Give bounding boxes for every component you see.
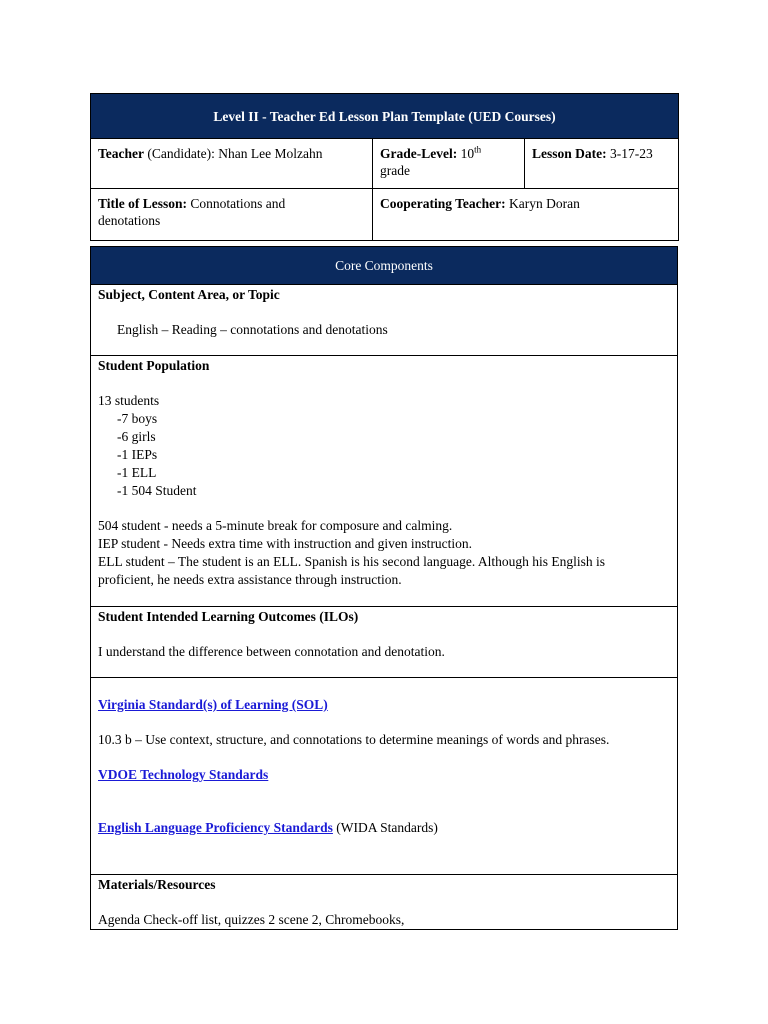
ilo-text: I understand the difference between connotation and denotation. [98,644,445,659]
student-population-section [91,356,678,607]
core-components-table [90,246,678,930]
vdoe-technology-link[interactable]: VDOE Technology Standards [98,767,269,782]
lesson-title-cell [91,189,373,241]
sol-text: 10.3 b – Use context, structure, and connotations to determine meanings of words and phrases. [98,732,610,747]
lesson-title-value: Connotations and [187,196,286,211]
population-item: -7 boys [117,411,158,426]
materials-heading: Materials/Resources [98,877,216,892]
cooperating-teacher-label: Cooperating Teacher: [380,196,506,211]
ilo-section [91,607,678,678]
population-note: proficient, he needs extra assistance through instruction. [98,572,402,587]
population-note: 504 student - needs a 5-minute break for composure and calming. [98,518,453,533]
population-count: 13 students [98,393,160,408]
core-components-title: Core Components [91,247,678,285]
lesson-date-value: 3-17-23 [606,146,653,161]
elp-standards-link[interactable]: English Language Proficiency Standards [98,820,333,835]
lesson-plan-title: Level II - Teacher Ed Lesson Plan Template (UED Courses) [91,94,679,139]
grade-level-cell [373,139,525,189]
lesson-plan-header-table [90,93,679,241]
teacher-name: Nhan Lee Molzahn [218,146,323,161]
elp-standards-line [98,819,670,837]
population-item: -1 ELL [117,465,157,480]
materials-section [91,875,678,930]
subject-section [91,285,678,356]
population-note: ELL student – The student is an ELL. Spanish is his second language. Although his English is [98,554,605,569]
sol-link[interactable]: Virginia Standard(s) of Learning (SOL) [98,697,328,712]
grade-level-suffix: th [474,144,482,155]
lesson-title-label: Title of Lesson: [98,196,188,211]
lesson-title-value-cont: denotations [98,213,161,228]
ilo-heading: Student Intended Learning Outcomes (ILOs) [98,609,359,624]
population-item: -1 IEPs [117,447,158,462]
materials-text: Agenda Check-off list, quizzes 2 scene 2, Chromebooks, [98,912,405,927]
population-item: -1 504 Student [117,483,197,498]
population-item: -6 girls [117,429,156,444]
teacher-cell [91,139,373,189]
subject-text: English – Reading – connotations and denotations [117,322,388,337]
lesson-date-label: Lesson Date: [532,146,607,161]
teacher-label: Teacher [98,146,144,161]
population-note: IEP student - Needs extra time with instruction and given instruction. [98,536,473,551]
standards-section [91,678,678,875]
cooperating-teacher-name: Karyn Doran [505,196,580,211]
subject-heading: Subject, Content Area, or Topic [98,287,280,302]
cooperating-teacher-cell [373,189,679,241]
lesson-date-cell [525,139,679,189]
grade-level-value: 10 [457,146,475,161]
grade-level-label: Grade-Level: [380,146,458,161]
elp-standards-suffix: (WIDA Standards) [332,820,438,835]
grade-level-word: grade [380,163,410,178]
teacher-qualifier: (Candidate): [144,146,219,161]
population-heading: Student Population [98,358,210,373]
